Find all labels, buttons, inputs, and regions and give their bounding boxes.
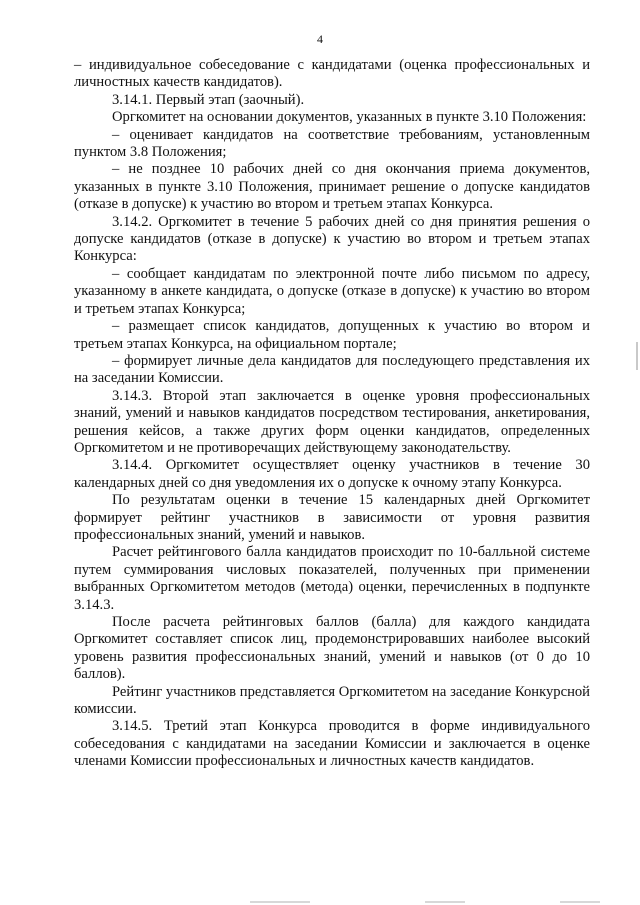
paragraph-3-14-2: 3.14.2. Оргкомитет в течение 5 рабочих дней со дня принятия решения о допуске кандидатов (отказе в допуске) к участию во втором и третьем этапах Конкурса: (74, 213, 590, 265)
paragraph-3-14-3: 3.14.3. Второй этап заключается в оценке уровня профессиональных знаний, умений и навыков кандидатов посредством тестирования, анкетирования, решения кейсов, а также других форм оценки кандидатов, определенных Оргкомитетом и не противоречащих действующему законодательству. (74, 387, 590, 456)
page-number: 4 (317, 32, 323, 46)
list-item-forms-files: – формирует личные дела кандидатов для последующего представления их на заседании Комиссии. (74, 352, 590, 387)
document-body (74, 57, 590, 771)
scan-bottom-mark (425, 901, 465, 903)
list-item-publishes: – размещает список кандидатов, допущенных к участию во втором и третьем этапах Конкурса, на официальном портале; (74, 318, 590, 352)
paragraph-3-14-1: 3.14.1. Первый этап (заочный). (112, 91, 305, 108)
paragraph-orgcommittee-basis: Оргкомитет на основании документов, указанных в пункте 3.10 Положения: (112, 109, 587, 126)
paragraph-rating-formation: По результатам оценки в течение 15 календарных дней Оргкомитет формирует рейтинг участников в зависимости от уровня развития профессиональных знаний, умений и навыков. (74, 492, 590, 543)
list-item-decision: – не позднее 10 рабочих дней со дня окончания приема документов, указанных в пункте 3.10 Положения, принимает решение о допуске кандидатов (отказе в допуске) к участию во втором и третьем этапах Конкурса. (74, 161, 590, 213)
paragraph-interview-item: – индивидуальное собеседование с кандидатами (оценка профессиональных и личностных качеств кандидатов). (74, 57, 590, 91)
paragraph-candidate-list: После расчета рейтинговых баллов (балла) для каждого кандидата Оргкомитет составляет список лиц, продемонстрировавших наиболее высокий уровень развития профессиональных знаний, умений и навыков (от 0 до 10 баллов). (74, 614, 590, 683)
paragraph-3-14-4: 3.14.4. Оргкомитет осуществляет оценку участников в течение 30 календарных дней со дня уведомления их о допуске к очному этапу Конкурса. (74, 457, 590, 491)
scan-edge-mark (636, 342, 638, 370)
list-item-evaluates: – оценивает кандидатов на соответствие требованиям, установленным пунктом 3.8 Положения; (74, 126, 590, 161)
scan-bottom-mark (250, 901, 310, 903)
paragraph-score-calculation: Расчет рейтингового балла кандидатов происходит по 10-балльной системе путем суммирования числовых показателей, полученных при применении выбранных Оргкомитетом методов (метода) оценки, перечисленных в подпункте 3.14.3. (74, 544, 590, 613)
list-item-notifies: – сообщает кандидатам по электронной почте либо письмом по адресу, указанному в анкете кандидата, о допуске (отказе в допуске) к участию во втором и третьем этапах Конкурса; (74, 265, 590, 317)
paragraph-3-14-5: 3.14.5. Третий этап Конкурса проводится в форме индивидуального собеседования с кандидатами на заседании Комиссии и заключается в оценке членами Комиссии профессиональных и личностных качеств кандидатов. (74, 718, 590, 770)
scan-bottom-mark (560, 901, 600, 903)
paragraph-rating-presentation: Рейтинг участников представляется Оргкомитетом на заседание Конкурсной комиссии. (74, 683, 590, 718)
